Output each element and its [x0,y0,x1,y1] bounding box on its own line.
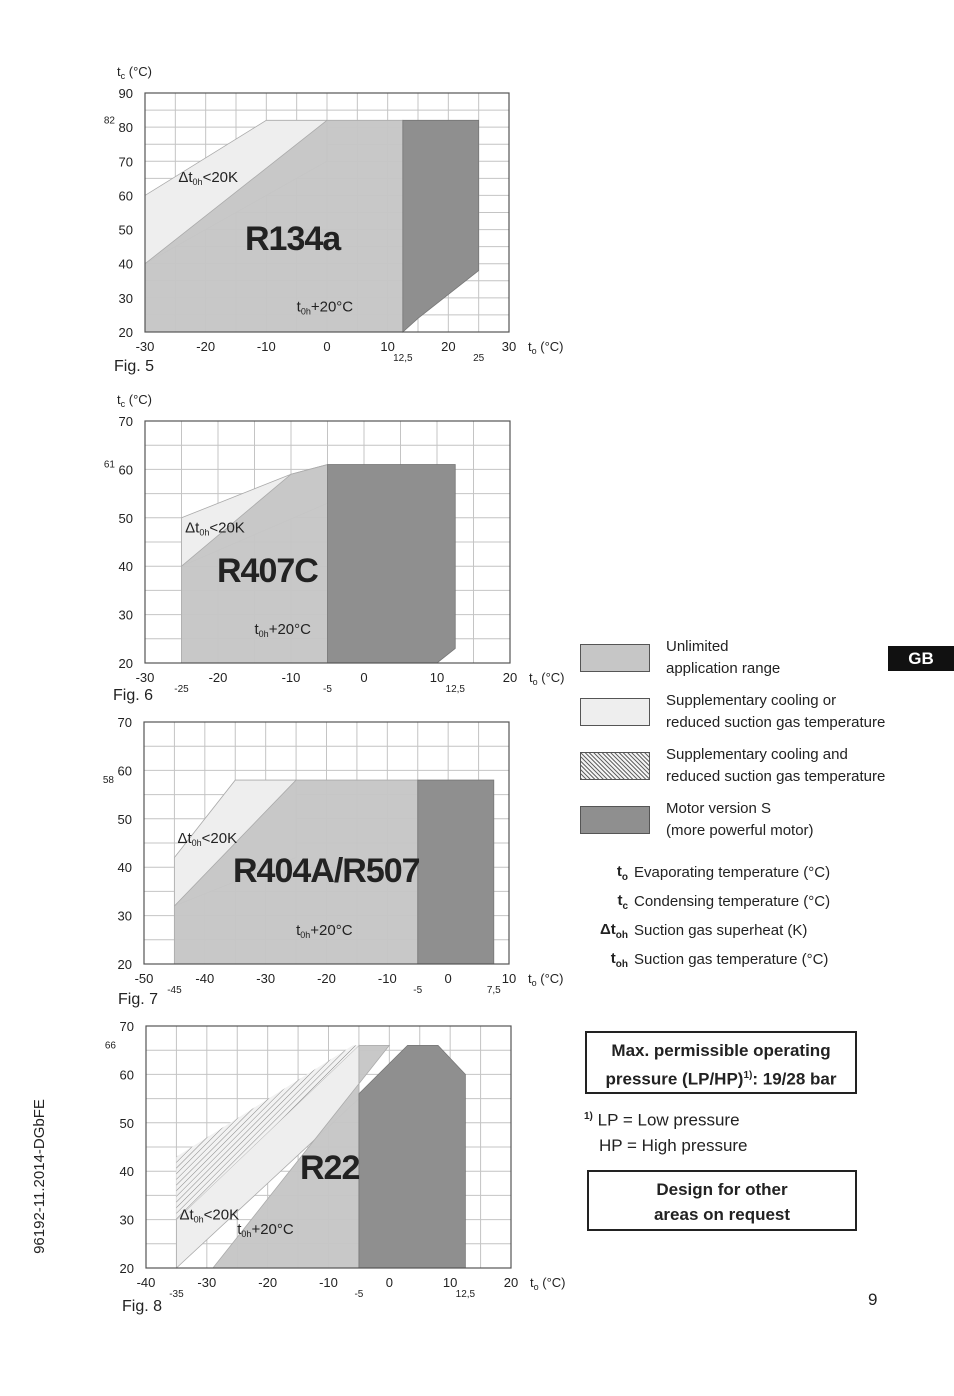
text-span: t [529,670,533,685]
y-extra-tick-label: 61 [103,459,115,471]
x-tick-label: 10 [380,339,395,354]
x-tick-label: -30 [135,670,155,685]
x-tick-label: 10 [442,1275,458,1290]
text-span: <20K [203,1206,240,1224]
text-span: t [528,339,532,354]
subscript: o [531,346,537,356]
y-tick-label: 90 [118,86,133,101]
x-tick-label: -20 [208,670,228,685]
symbol-description: Evaporating temperature (°C) [634,864,831,881]
y-tick-label: 40 [119,1164,134,1180]
y-tick-label: 50 [118,510,133,526]
document-code: 96192-11.2014-DGbFE [30,1099,48,1254]
subscript: 0h [300,929,311,940]
legend-swatch-motor [580,806,650,834]
x-extra-tick-label: 12,5 [445,684,465,695]
y-extra-tick-label: 82 [103,115,115,127]
text-span: Δt [185,519,200,537]
text-span: t [530,1275,534,1290]
legend-label-line1: Unlimited [666,638,729,655]
subscript: 0h [258,628,269,639]
x-tick-label: -20 [258,1275,278,1290]
footnote-line1: LP = Low pressure [592,1110,740,1130]
x-tick-label: -40 [195,971,215,986]
text-span: Δt [178,168,193,186]
y-tick-label: 70 [118,414,133,429]
x-tick-label: -10 [377,971,397,986]
y-tick-label: 20 [118,656,133,671]
y-tick-label: 70 [119,1019,134,1034]
x-tick-label: 0 [360,670,368,685]
symbol-description: Suction gas superheat (K) [634,922,808,939]
y-tick-label: 30 [117,908,132,924]
legend-item-motor [580,798,900,842]
x-tick-label: -30 [135,339,155,354]
x-tick-label: 0 [323,339,331,354]
symbol: t [616,862,622,880]
x-tick-label: -20 [317,971,336,986]
symbol-row-tc [580,887,900,916]
x-tick-label: -20 [196,339,216,354]
y-tick-label: 50 [118,222,133,238]
text-span: t [117,64,121,79]
x-tick-label: 10 [501,971,517,986]
region-motor [418,780,494,964]
legend-item-hatched [580,744,900,788]
text-span: t [237,1221,242,1239]
y-tick-label: 30 [119,1212,134,1228]
region-motor [328,465,456,663]
x-axis-label [528,971,564,988]
text-span: +20°C [268,620,311,638]
text-span: Δt [177,830,192,847]
subscript: c [120,71,126,81]
subscript: 0h [241,1229,252,1240]
x-tick-label: -10 [256,339,276,354]
region-motor [359,1045,465,1268]
y-tick-label: 50 [119,1115,134,1131]
y-extra-tick-label: 66 [104,1040,116,1052]
x-extra-tick-label: -5 [413,985,423,996]
legend-label-line2: (more powerful motor) [666,822,814,839]
x-tick-label: -50 [134,971,154,986]
language-tab-gb: GB [888,646,954,671]
symbol: t [617,891,623,909]
x-extra-tick-label: 7,5 [486,985,501,996]
x-tick-label: -40 [136,1275,156,1290]
x-axis-label [529,670,565,687]
text-span: t [254,620,259,638]
x-tick-label: 20 [441,339,456,354]
legend-label-line1: Supplementary cooling or [666,692,837,709]
footnote [584,1104,748,1158]
text-span: (°C) [125,392,152,407]
pressure-box [585,1031,857,1094]
y-tick-label: 50 [117,811,132,827]
footnote-line2: HP = High pressure [599,1135,748,1155]
symbol: t [610,949,616,967]
y-tick-label: 40 [118,559,133,575]
refrigerant-label: R134a [245,220,341,258]
text-span: t [296,298,301,316]
legend-item-unlimited [580,636,900,680]
refrigerant-label: R407C [217,552,318,590]
text-span: t [528,971,532,986]
figure-caption-5: Fig. 5 [114,358,155,375]
text-span: <20K [201,830,238,847]
x-tick-label: 10 [429,670,445,685]
subscript: c [120,399,126,409]
figure-caption-6: Fig. 6 [113,687,154,704]
y-tick-label: 60 [118,462,133,478]
legend-swatch-supplementary [580,698,650,726]
x-extra-tick-label: 25 [473,353,485,364]
x-tick-label: 0 [385,1275,393,1290]
y-axis-label [117,64,152,81]
annotation [178,169,238,187]
x-extra-tick-label: -45 [167,985,182,996]
symbol-row-toh [580,945,900,974]
text-span: <20K [209,519,245,537]
y-tick-label: 20 [118,325,133,340]
y-tick-label: 20 [119,1261,134,1276]
text-span: <20K [202,168,239,186]
text-span: (°C) [125,64,152,79]
legend-swatch-unlimited [580,644,650,672]
legend-label-line1: Supplementary cooling and [666,746,848,763]
text-span: +20°C [251,1221,294,1239]
x-tick-label: -30 [256,971,276,986]
annotation [237,1221,294,1239]
y-tick-label: 70 [117,715,132,730]
symbol-sub: o [621,871,628,883]
x-extra-tick-label: 12,5 [393,353,413,364]
text-span: Δt [179,1206,194,1224]
subscript: 0h [199,527,210,538]
subscript: o [531,978,537,988]
chart-r407c [0,385,600,765]
legend-label-line2: reduced suction gas temperature [666,714,886,731]
text-span: (°C) [536,971,564,986]
region-motor [403,120,479,332]
text-span: +20°C [310,298,354,316]
design-box [587,1170,857,1231]
x-extra-tick-label: 12,5 [455,1289,476,1300]
text-span: t [296,921,301,939]
x-extra-tick-label: -35 [169,1289,184,1300]
refrigerant-label: R404A/R507 [233,852,420,890]
page-number: 9 [868,1290,878,1309]
pressure-sup: 1) [743,1070,753,1081]
annotation [185,519,245,537]
y-tick-label: 30 [118,290,133,306]
x-tick-label: 0 [444,971,452,986]
symbol-sub: c [622,900,628,912]
pressure-line2a: pressure (LP/HP) [605,1069,744,1089]
chart-r134a [0,60,600,440]
pressure-line2b: : 19/28 bar [752,1069,837,1089]
x-tick-label: 20 [503,1275,519,1290]
text-span: (°C) [536,339,564,354]
y-tick-label: 60 [117,763,132,779]
symbol-sub: oh [615,929,628,941]
text-span: +20°C [310,921,353,939]
y-tick-label: 80 [118,120,133,136]
x-tick-label: -10 [281,670,301,685]
y-extra-tick-label: 58 [102,775,114,787]
refrigerant-label: R22 [300,1149,360,1187]
subscript: o [532,677,538,687]
symbol-sub: oh [615,958,628,970]
x-tick-label: -10 [319,1275,338,1290]
y-tick-label: 30 [118,607,133,623]
figure-caption-8: Fig. 8 [122,1298,163,1315]
x-tick-label: 30 [501,339,517,354]
y-tick-label: 20 [117,957,132,972]
symbol: Δt [600,920,616,938]
design-line1: Design for other [656,1180,788,1199]
symbol-row-dtoh [580,916,900,945]
legend-label-line1: Motor version S [666,800,772,817]
subscript: 0h [300,306,311,317]
text-span: (°C) [538,1275,566,1290]
text-span: (°C) [537,670,565,685]
y-tick-label: 40 [118,256,133,272]
x-extra-tick-label: -5 [354,1289,364,1300]
x-extra-tick-label: -25 [174,684,189,695]
footnote-mark: 1) [584,1111,593,1122]
symbol-description: Suction gas temperature (°C) [634,951,829,968]
legend [580,636,900,974]
y-tick-label: 60 [118,188,133,204]
subscript: 0h [192,176,203,187]
symbol-row-to [580,858,900,887]
y-tick-label: 70 [118,154,133,170]
legend-label-line2: reduced suction gas temperature [666,768,886,785]
design-line2: areas on request [653,1205,791,1224]
symbol-description: Condensing temperature (°C) [634,893,831,910]
x-tick-label: 20 [502,670,518,685]
annotation [177,830,237,848]
x-axis-label [530,1275,566,1292]
x-tick-label: -30 [197,1275,217,1290]
pressure-line1: Max. permissible operating [611,1041,831,1060]
y-tick-label: 40 [117,860,132,876]
x-extra-tick-label: -5 [323,684,332,695]
subscript: 0h [191,838,202,848]
subscript: o [533,1282,539,1292]
y-axis-label [117,392,152,409]
text-span: t [117,392,121,407]
figure-caption-7: Fig. 7 [118,991,159,1008]
subscript: 0h [193,1214,204,1225]
legend-swatch-hatched [580,752,650,780]
y-tick-label: 60 [119,1067,134,1083]
legend-item-supplementary [580,690,900,734]
legend-label-line2: application range [666,660,781,677]
annotation [179,1207,239,1225]
x-axis-label [528,339,564,356]
chart-r22 [0,1016,600,1396]
